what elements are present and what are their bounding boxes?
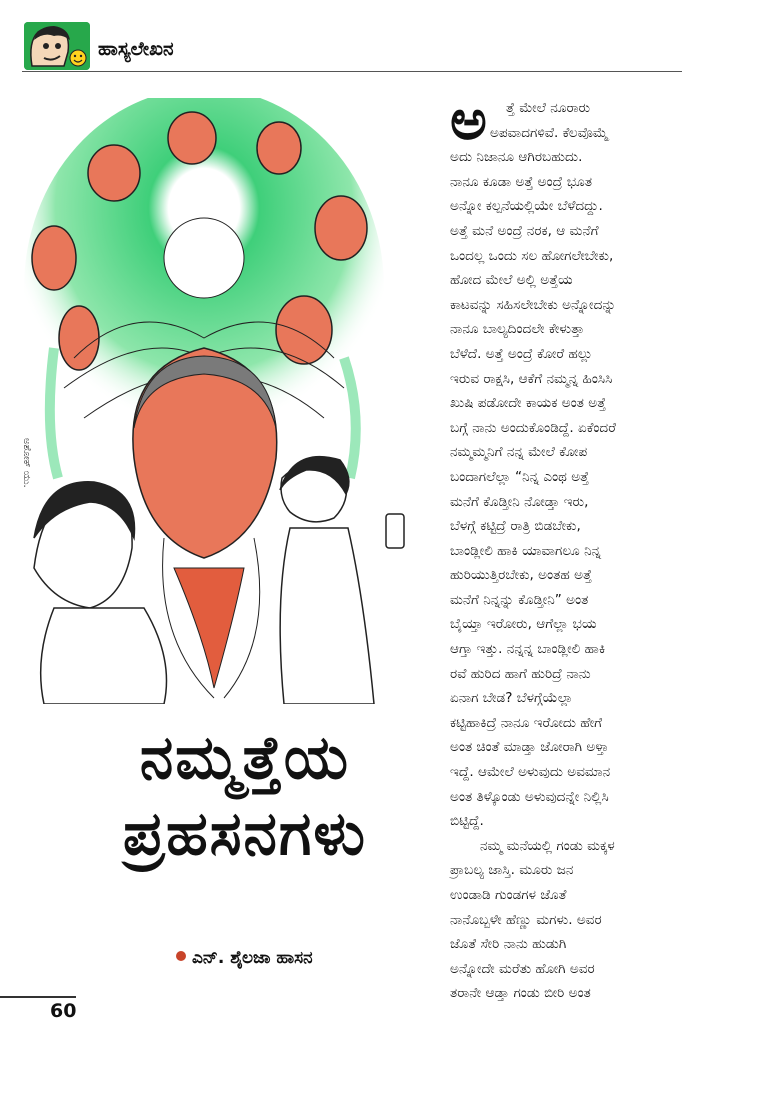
headline-line-2: ಪ್ರಹಸನಗಳು [122, 799, 368, 869]
article-line: ನಾನೊಬ್ಬಳೇ ಹೆಣ್ಣು ಮಗಳು. ಅವರ [450, 911, 602, 928]
article-body [450, 88, 676, 1006]
article-line: ಅತ್ತೆ ಮನೆ ಅಂದ್ರೆ ನರಕ, ಆ ಮನೆಗೆ [450, 222, 599, 239]
article-line: ಬೆಳೆದೆ. ಅತ್ತೆ ಅಂದ್ರೆ ಕೋರೆ ಹಲ್ಲು [450, 345, 593, 362]
article-line: ಹೋದ ಮೇಲೆ ಅಲ್ಲಿ ಅತ್ತೆಯ [450, 272, 573, 289]
article-line: ಅಂತ ಚಿಂತೆ ಮಾಡ್ತಾ ಜೋರಾಗಿ ಅಳ್ತಾ [450, 739, 609, 756]
article-line: ಪ್ರಾಬಲ್ಯ ಜಾಸ್ತಿ. ಮೂರು ಜನ [450, 862, 574, 879]
article-line: ಆಗ್ತಾ ಇತ್ತು. ನನ್ನನ್ನ ಬಾಂಡ್ಲೀಲಿ ಹಾಕಿ [450, 641, 606, 658]
article-line: ತರಾನೇ ಆಡ್ತಾ ಗಂಡು ಬೀರಿ ಅಂತ [450, 985, 591, 1002]
article-line: ಮನೆಗೆ ನಿನ್ನನ್ನು ಕೊಡ್ತೀನಿ” ಅಂತ [450, 591, 589, 608]
page-number: 60 [50, 1000, 77, 1022]
article-line: ಬೈಯ್ತಾ ಇರೋರು, ಆಗೆಲ್ಲಾ ಭಯ [450, 616, 597, 633]
bullet-icon [176, 951, 186, 961]
article-line: ಬೆಳಗ್ಗೆ ಕಟ್ಟಿದ್ರೆ ರಾತ್ರಿ ಬಿಡಬೇಕು, [450, 518, 581, 535]
drop-cap: ಅ [450, 88, 487, 153]
article-line: ಕಟ್ಟಿಹಾಕಿದ್ರೆ ನಾನೂ ಇರೋದು ಹೇಗೆ [450, 714, 603, 731]
article-line: ಅನ್ನೋ ಕಲ್ಪನೆಯಲ್ಲಿಯೇ ಬೆಳೆದದ್ದು. [450, 198, 603, 215]
article-headline [70, 720, 420, 872]
article-line: ರವೆ ಹುರಿದ ಹಾಗೆ ಹುರಿದ್ರೆ ನಾನು [450, 665, 591, 682]
article-illustration [14, 98, 422, 704]
article-line: ಒಂದಲ್ಲ ಒಂದು ಸಲ ಹೋಗಲೇಬೇಕು, [450, 247, 614, 264]
article-line: ಅನ್ನೋದೇ ಮರೆತು ಹೋಗಿ ಅವರ [450, 960, 595, 977]
article-line: ಕಾಟವನ್ನು ಸಹಿಸಲೇಬೇಕು ಅನ್ನೋದನ್ನು [450, 296, 617, 313]
section-header [22, 22, 682, 72]
headline-line-1: ನಮ್ಮತ್ತೆಯ [139, 723, 351, 793]
article-line: ತ್ತೆ ಮೇಲೆ ನೂರಾರು [506, 100, 591, 116]
article-line: ಜೊತೆ ಸೇರಿ ನಾನು ಹುಡುಗಿ [450, 936, 567, 953]
article-line: ನಮ್ಮ ಮನೆಯಲ್ಲಿ ಗಂಡು ಮಕ್ಕಳ [480, 837, 615, 854]
article-line: ಅಂತ ತಿಳ್ಕೊಂಡು ಅಳುವುದನ್ನೇ ನಿಲ್ಲಿಸಿ [450, 788, 609, 805]
article-line: ಬಿಟ್ಟಿದ್ದೆ. [450, 813, 484, 830]
article-line: ಬಾಂಡ್ಲೀಲಿ ಹಾಕಿ ಯಾವಾಗಲೂ ನಿನ್ನ [450, 542, 602, 559]
header-divider [22, 71, 682, 72]
cartoon-face-logo-icon [24, 22, 90, 70]
artist-signature: ಅಶೋಕ್ ಯು. [21, 438, 32, 488]
author-byline [176, 948, 313, 968]
article-line: ಬಂದಾಗಲೆಲ್ಲಾ “ನಿನ್ನ ಎಂಥ ಅತ್ತೆ [450, 468, 590, 485]
author-name: ಎನ್‌. ಶೈಲಜಾ ಹಾಸನ [192, 948, 313, 968]
article-line: ಇರುವ ರಾಕ್ಷಸಿ, ಆಕೆಗೆ ನಮ್ಮನ್ನ ಹಿಂಸಿಸಿ [450, 370, 613, 387]
article-line: ಏನಾಗ ಬೇಡ? ಬೆಳಗ್ಗೆಯೆಲ್ಲಾ [450, 690, 573, 707]
article-line: ಖುಷಿ ಪಡೋದೇ ಕಾಯಕ ಅಂತ ಅತ್ತೆ [450, 395, 607, 412]
article-line: ಬಗ್ಗೆ ನಾನು ಅಂದುಕೊಂಡಿದ್ದೆ. ಏಕೆಂದರೆ [450, 419, 616, 436]
article-line: ನಮ್ಮಮ್ಮನಿಗೆ ನನ್ನ ಮೇಲೆ ಕೋಪ [450, 444, 588, 461]
article-line: ಇದ್ದೆ. ಆಮೇಲೆ ಅಳುವುದು ಅವಮಾನ [450, 764, 611, 781]
article-line: ಹುರಿಯುತ್ತಿರಬೇಕು, ಅಂತಹ ಅತ್ತೆ [450, 567, 592, 584]
section-title: ಹಾಸ್ಯಲೇಖನ [98, 38, 174, 60]
page-number-rule [0, 996, 76, 998]
article-line: ಮನೆಗೆ ಕೊಡ್ತೀನಿ ನೋಡ್ತಾ ಇರು, [450, 493, 589, 510]
article-line: ನಾನೂ ಕೂಡಾ ಅತ್ತೆ ಅಂದ್ರೆ ಭೂತ [450, 173, 593, 190]
article-line: ಅಪವಾದಗಳಿವೆ. ಕೆಲವೊಮ್ಮೆ [490, 124, 609, 141]
article-line: ನಾನೂ ಬಾಲ್ಯದಿಂದಲೇ ಕೇಳುತ್ತಾ [450, 321, 585, 338]
article-line: ಅದು ನಿಜಾನೂ ಆಗಿರಬಹುದು. [450, 149, 583, 166]
article-line: ಉಂಡಾಡಿ ಗುಂಡಗಳ ಜೊತೆ [450, 887, 567, 903]
